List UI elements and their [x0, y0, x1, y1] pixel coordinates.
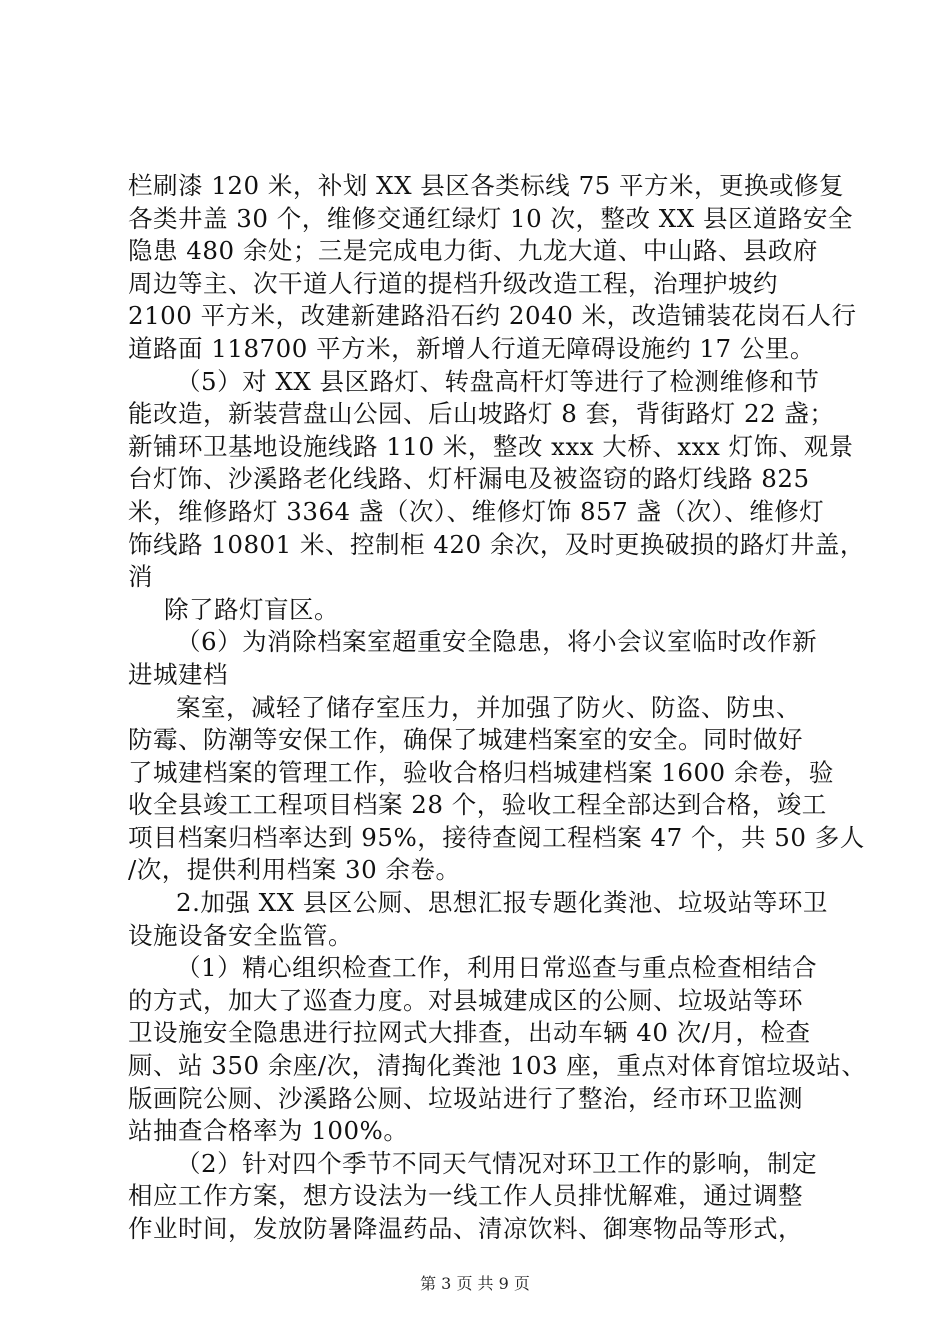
text-line: 2.加强 XX 县区公厕、思想汇报专题化粪池、垃圾站等环卫: [176, 888, 828, 918]
text-line: 栏刷漆 120 米，补划 XX 县区各类标线 75 平方米，更换或修复: [128, 171, 845, 200]
text-line: 厕、站 350 余座/次，清掏化粪池 103 座，重点对体育馆垃圾站、: [128, 1051, 867, 1081]
text-line: 消: [128, 562, 153, 592]
text-line: 设施设备安全监管。: [128, 920, 353, 950]
text-line: 作业时间，发放防暑降温药品、清凉饮料、御寒物品等形式，: [128, 1214, 803, 1243]
text-line: 能改造，新装营盘山公园、后山坡路灯 8 套，背街路灯 22 盏；: [128, 399, 835, 429]
text-line: 收全县竣工工程项目档案 28 个，验收工程全部达到合格，竣工: [128, 790, 827, 820]
text-line: 项目档案归档率达到 95%，接待查阅工程档案 47 个，共 50 多人: [128, 822, 865, 852]
text-line: 相应工作方案，想方设法为一线工作人员排忧解难，通过调整: [128, 1181, 803, 1211]
document-body: [128, 170, 867, 1246]
text-line: 2100 平方米，改建新建路沿石约 2040 米，改造铺装花岗石人行: [128, 301, 857, 331]
text-line: （6）为消除档案室超重安全隐患，将小会议室临时改作新: [176, 627, 818, 657]
text-line: 道路面 118700 平方米，新增人行道无障碍设施约 17 公里。: [128, 333, 815, 363]
text-line: 饰线路 10801 米、控制柜 420 余次，及时更换破损的路灯井盖，: [128, 529, 865, 559]
text-line: （2）针对四个季节不同天气情况对环卫工作的影响，制定: [176, 1148, 818, 1178]
text-line: 进城建档: [128, 659, 228, 689]
text-line: 隐患 480 余处；三是完成电力街、九龙大道、中山路、县政府: [128, 236, 818, 266]
text-line: 周边等主、次干道人行道的提档升级改造工程，治理护坡约: [128, 268, 778, 298]
text-line: 了城建档案的管理工作，验收合格归档城建档案 1600 余卷，验: [128, 757, 834, 787]
text-line: 米，维修路灯 3364 盏（次）、维修灯饰 857 盏（次）、维修灯: [128, 496, 825, 526]
text-line: 站抽查合格率为 100%。: [128, 1116, 409, 1146]
text-line: 台灯饰、沙溪路老化线路、灯杆漏电及被盗窃的路灯线路 825: [128, 464, 810, 494]
text-line: 的方式，加大了巡查力度。对县城建成区的公厕、垃圾站等环: [128, 985, 803, 1015]
text-line: （5）对 XX 县区路灯、转盘高杆灯等进行了检测维修和节: [176, 366, 820, 396]
page-number-footer: 第 3 页 共 9 页: [420, 1274, 530, 1293]
text-line: 防霉、防潮等安保工作，确保了城建档案室的安全。同时做好: [128, 725, 803, 755]
text-line: 案室，减轻了储存室压力，并加强了防火、防盗、防虫、: [176, 692, 801, 722]
text-line: （1）精心组织检查工作，利用日常巡查与重点检查相结合: [176, 953, 818, 983]
text-line: 卫设施安全隐患进行拉网式大排查，出动车辆 40 次/月，检查: [128, 1018, 811, 1048]
text-line: 版画院公厕、沙溪路公厕、垃圾站进行了整治，经市环卫监测: [128, 1083, 803, 1113]
text-line: 除了路灯盲区。: [164, 594, 339, 624]
text-line: 各类井盖 30 个，维修交通红绿灯 10 次，整改 XX 县区道路安全: [128, 203, 853, 233]
text-line: 新铺环卫基地设施线路 110 米，整改 xxx 大桥、xxx 灯饰、观景: [128, 431, 854, 461]
text-line: /次，提供利用档案 30 余卷。: [128, 855, 461, 885]
